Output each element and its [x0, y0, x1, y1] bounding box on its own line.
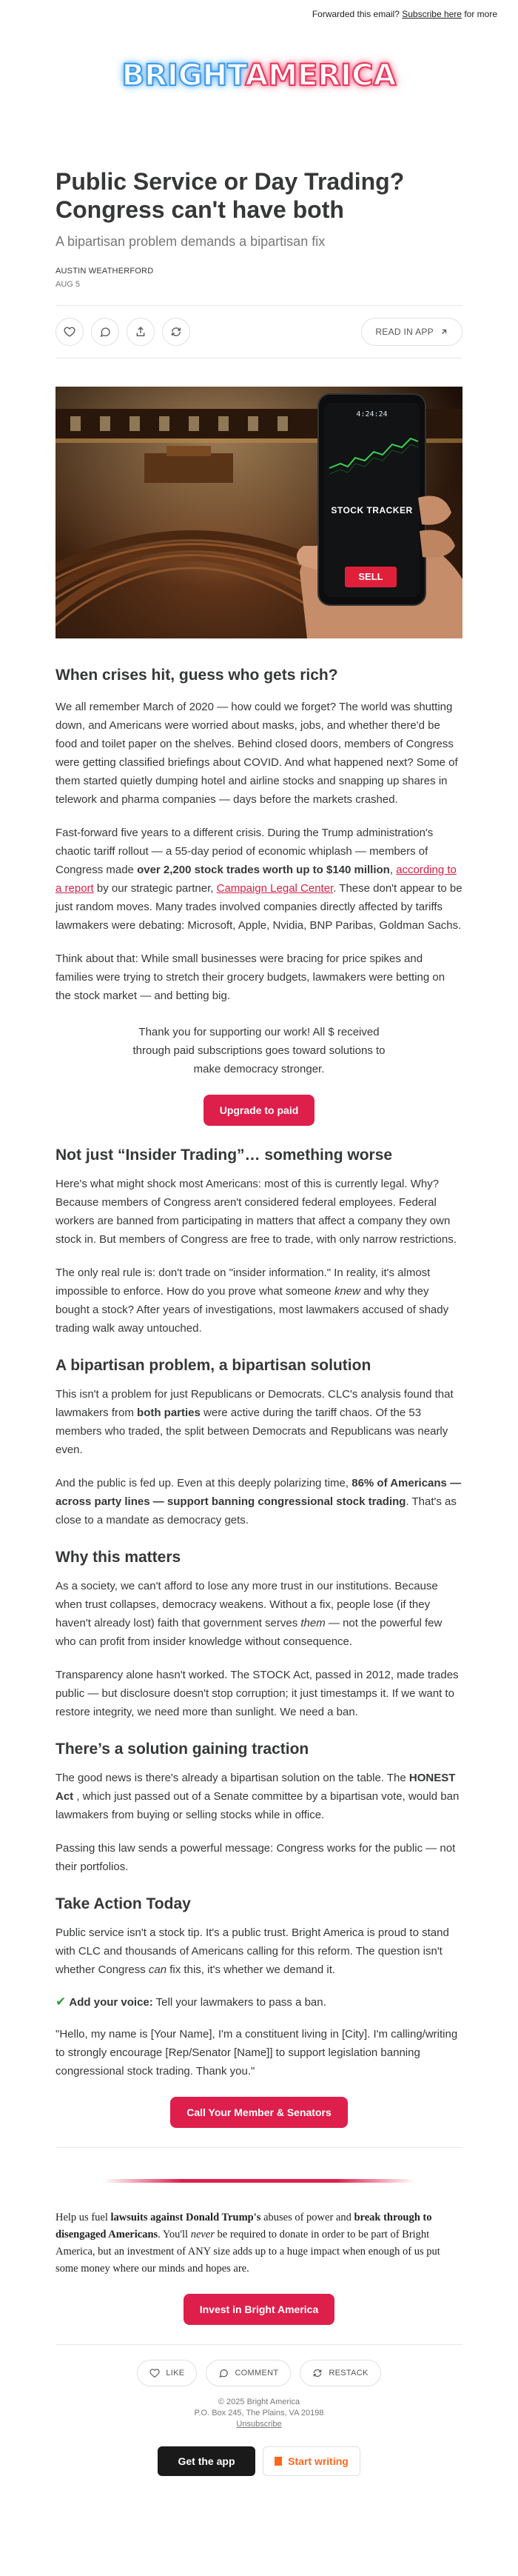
read-in-app-button[interactable]	[361, 318, 462, 346]
bold-text: both parties	[137, 1407, 201, 1419]
checklist-item	[56, 1992, 462, 2012]
invest-button[interactable]: Invest in Bright America	[184, 2294, 335, 2325]
italic-text: can	[148, 1963, 167, 1976]
forwarded-suffix: for more	[464, 9, 497, 19]
text-run: abuses of power and	[260, 2212, 354, 2223]
check-icon: ✔	[56, 1995, 67, 2009]
text-run: . That's as close to a mandate as democracy gets.	[56, 1495, 457, 1526]
section-heading: Not just “Insider Trading”… something worse	[56, 1147, 393, 1164]
section-heading: There’s a solution gaining traction	[56, 1741, 309, 1758]
arrow-up-right-icon	[440, 327, 448, 336]
brand-logo[interactable]	[0, 24, 518, 120]
footer-comment-button[interactable]	[206, 2360, 291, 2386]
text-run: . You'll	[158, 2229, 191, 2240]
text-run: Tell your lawmakers to pass a ban.	[152, 1996, 326, 2009]
support-message: Thank you for supporting our work! All $ received through paid subscriptions goes toward solutions to make democracy stronger.	[132, 1026, 386, 1075]
heart-icon	[64, 326, 75, 338]
text-run: be required to donate in order to be part of Bright America, but an investment of ANY size adds up to a huge impact when enough of us put some money where our minds and hopes are.	[56, 2229, 440, 2275]
copyright: © 2025 Bright America	[218, 2398, 300, 2406]
start-writing-button[interactable]	[263, 2446, 360, 2476]
divider	[56, 2147, 462, 2148]
paragraph: Transparency alone hasn't worked. The STOCK Act, passed in 2012, made trades public — but disclosure doesn't stop corruption; it just timestamps it. If we want to restore integrity, we need more than sunlight. We need a ban.	[56, 1669, 459, 1718]
article-column	[56, 167, 462, 2476]
bold-text: over 2,200 stock trades worth up to $140 million	[137, 864, 390, 876]
text-run: Fast-forward five years to a different crisis. During the Trump administration's chaotic tariff rollout — a 55-day period of economic whiplash — members of Congress made	[56, 827, 434, 876]
start-writing-label: Start writing	[288, 2455, 349, 2467]
italic-text: them	[300, 1617, 326, 1629]
text-run: — not the powerful few who can profit from insider knowledge without consequence.	[56, 1617, 443, 1648]
like-button[interactable]	[56, 318, 84, 346]
subscribe-link[interactable]: Subscribe here	[402, 9, 462, 19]
paragraph	[56, 1474, 462, 1529]
restack-label: RESTACK	[329, 2369, 369, 2378]
like-label: LIKE	[166, 2369, 185, 2378]
italic-text: knew	[334, 1285, 360, 1298]
post-title[interactable]: Public Service or Day Trading? Congress can't have both	[56, 168, 405, 223]
footer-actions	[56, 2360, 462, 2386]
comment-icon	[99, 326, 111, 338]
restack-button[interactable]	[162, 318, 190, 346]
footer-restack-button[interactable]	[300, 2360, 380, 2386]
post-author[interactable]: AUSTIN WEATHERFORD	[56, 267, 154, 276]
pink-separator	[104, 2179, 414, 2183]
divider	[56, 2344, 462, 2345]
call-member-button[interactable]: Call Your Member & Senators	[170, 2097, 348, 2128]
text-run: fix this, it's whether we demand it.	[166, 1963, 336, 1976]
footer-like-button[interactable]	[137, 2360, 197, 2386]
section-heading: When crises hit, guess who gets rich?	[56, 667, 338, 684]
bold-text: HONEST Act	[56, 1772, 456, 1803]
paragraph	[56, 1577, 462, 1651]
footer-app-buttons	[56, 2446, 462, 2476]
post-subtitle: A bipartisan problem demands a bipartisan fix	[56, 234, 326, 249]
text-run: . These don't appear to be just random moves. Many trades involved companies directly affected by tariffs lawmakers were debating: Microsoft, Apple, Nvidia, BNP Paribas, Goldman Sachs.	[56, 882, 462, 932]
paragraph: Think about that: While small businesses were bracing for price spikes and families were trying to stretch their grocery budgets, lawmakers were betting on the stock market — and betting big.	[56, 952, 445, 1002]
paragraph	[56, 1385, 462, 1459]
phone-time: 4:24:24	[356, 410, 388, 418]
bold-text: break through to disengaged Americans	[56, 2212, 432, 2240]
address: P.O. Box 245, The Plains, VA 20198	[194, 2409, 324, 2417]
text-run: As a society, we can't afford to lose any more trust in our institutions. Because when trust collapses, democracy weakens. Without a fix, people lose (if they haven't already lost) faith that government serves	[56, 1580, 438, 1629]
phone-label: STOCK TRACKER	[331, 505, 413, 515]
read-in-app-label: READ IN APP	[375, 327, 434, 337]
restack-icon	[312, 2368, 323, 2378]
italic-text: never	[190, 2229, 215, 2240]
restack-icon	[170, 326, 182, 338]
report-link[interactable]: according to a report	[56, 864, 457, 895]
paragraph: Here's what might shock most Americans: most of this is currently legal. Why? Because members of Congress aren't considered federal employees. Federal workers are banned from participating in matters that affect a company they own stock in. But members of Congress are free to trade, with only narrow restrictions.	[56, 1178, 457, 1246]
post-actions-bar	[56, 305, 462, 358]
logo-bright: BRIGHT	[121, 59, 246, 93]
text-run: , which just passed out of a Senate committee by a bipartisan vote, would ban lawmakers from buying or selling stocks while in office.	[56, 1790, 460, 1821]
logo-america: AMERICA	[245, 59, 397, 93]
hero-image[interactable]	[56, 387, 462, 638]
section-heading: A bipartisan problem, a bipartisan solution	[56, 1357, 371, 1374]
share-button[interactable]	[127, 318, 155, 346]
call-script: "Hello, my name is [Your Name], I'm a constituent living in [City]. I'm calling/writing to strongly encourage [Rep/Senator [Name]] to support legislation banning congressional stock trading. Thank you."	[56, 2028, 458, 2078]
paragraph: We all remember March of 2020 — how could we forget? The world was shutting down, and Americans were worried about masks, jobs, and whether there'd be food and toilet paper on the shelves. Behind closed doors, members of Congress were getting classified briefings about COVID. And what happened next? Some of them started quietly dumping hotel and airline stocks and snapping up shares in telework and pharma companies — days before the markets crashed.	[56, 701, 458, 806]
text-run: The good news is there's already a bipartisan solution on the table. The	[56, 1772, 409, 1784]
text-run: Public service isn't a stock tip. It's a public trust. Bright America is proud to stand with CLC and thousands of Americans calling for this reform. The question isn't whether Congress	[56, 1926, 449, 1976]
sell-button: SELL	[358, 571, 383, 582]
paragraph: Passing this law sends a powerful message: Congress works for the public — not their portfolios.	[56, 1842, 456, 1873]
paragraph	[56, 1923, 462, 1979]
text-run: The only real rule is: don't trade on "insider information." In reality, it's almost impossible to enforce. How do you prove what someone	[56, 1267, 431, 1298]
fundraising-paragraph	[56, 2209, 462, 2278]
heart-icon	[149, 2368, 160, 2378]
post-date: AUG 5	[56, 280, 81, 289]
text-run: This isn't a problem for just Republicans or Democrats. CLC's analysis found that lawmakers from	[56, 1388, 454, 1419]
text-run: by our strategic partner,	[93, 882, 217, 895]
get-app-label: Get the app	[178, 2455, 235, 2467]
bold-text: Add your voice:	[69, 1996, 153, 2009]
share-icon	[135, 326, 147, 338]
comment-button[interactable]	[91, 318, 119, 346]
text-run: ,	[389, 864, 397, 876]
text-run: were active during the tariff chaos. Of the 53 members who traded, the split between Democrats and Republicans was nearly even.	[56, 1407, 448, 1456]
bold-text: 86% of Americans — across party lines — support banning congressional stock trading	[56, 1477, 462, 1508]
comment-label: COMMENT	[235, 2369, 279, 2378]
paragraph	[56, 824, 462, 935]
comment-icon	[218, 2368, 229, 2378]
campaign-legal-center-link[interactable]: Campaign Legal Center	[216, 882, 334, 895]
text-run: Help us fuel	[56, 2212, 111, 2223]
bold-text: lawsuits against Donald Trump's	[110, 2212, 261, 2223]
footer-info	[56, 2397, 462, 2430]
upgrade-button[interactable]: Upgrade to paid	[204, 1095, 315, 1126]
paragraph	[56, 1769, 462, 1824]
paragraph	[56, 1264, 462, 1338]
text-run: And the public is fed up. Even at this deeply polarizing time,	[56, 1477, 352, 1489]
text-run: and why they bought a stock? After years of investigations, most lawmakers accused of shady trading walk away untouched.	[56, 1285, 449, 1335]
substack-icon	[275, 2457, 282, 2466]
section-heading: Why this matters	[56, 1549, 181, 1566]
forwarded-bar	[0, 0, 518, 24]
section-heading: Take Action Today	[56, 1895, 191, 1912]
unsubscribe-link[interactable]: Unsubscribe	[236, 2420, 282, 2429]
get-app-button[interactable]	[158, 2446, 255, 2476]
forwarded-text: Forwarded this email?	[312, 9, 400, 19]
